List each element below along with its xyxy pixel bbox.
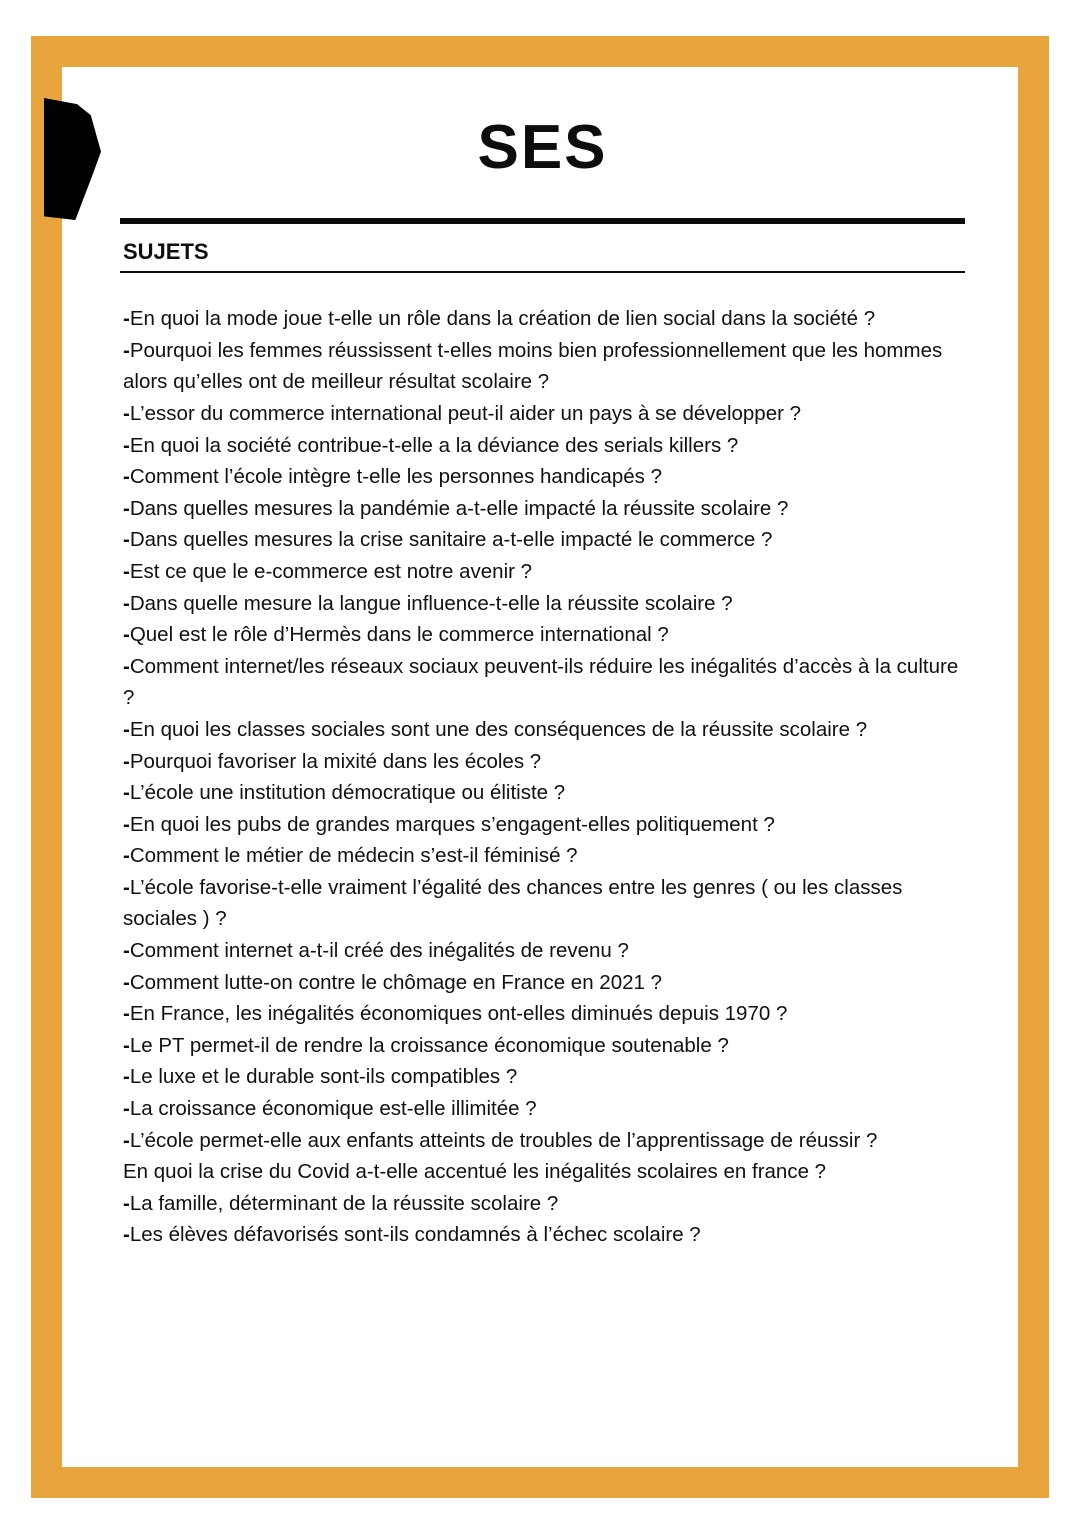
subject-text: Quel est le rôle d’Hermès dans le commerce international ? <box>129 623 669 647</box>
subject-item <box>123 588 965 620</box>
subject-item <box>123 746 965 778</box>
subject-dash: - <box>123 528 130 552</box>
subject-text: En quoi la mode joue t-elle un rôle dans la création de lien social dans la société ? <box>129 307 876 331</box>
subject-item <box>123 524 965 556</box>
subject-text: L’essor du commerce international peut-il aider un pays à se développer ? <box>129 401 802 425</box>
subject-text: En quoi les pubs de grandes marques s’engagent-elles politiquement ? <box>129 812 775 836</box>
subject-item <box>123 1125 965 1157</box>
subject-dash: - <box>123 623 130 647</box>
subject-item <box>123 967 965 999</box>
subject-text: Est ce que le e-commerce est notre avenir ? <box>129 559 533 583</box>
title-divider <box>120 218 965 224</box>
subject-item <box>123 619 965 651</box>
subject-text: La famille, déterminant de la réussite scolaire ? <box>129 1191 559 1215</box>
subject-text: Comment lutte-on contre le chômage en France en 2021 ? <box>129 970 662 994</box>
subject-item <box>123 1093 965 1125</box>
page-content <box>120 96 965 1251</box>
subject-dash: - <box>123 591 130 615</box>
subject-dash: - <box>123 654 130 678</box>
subject-item <box>123 998 965 1030</box>
section-divider <box>120 271 965 273</box>
subject-item <box>123 935 965 967</box>
subject-dash: - <box>123 307 130 331</box>
subject-item <box>123 556 965 588</box>
subject-dash: - <box>123 875 130 899</box>
subject-text: Le PT permet-il de rendre la croissance économique soutenable ? <box>129 1033 729 1057</box>
subject-item <box>123 872 965 935</box>
subject-dash: - <box>123 496 130 520</box>
subject-dash: - <box>123 1128 130 1152</box>
subject-item <box>123 777 965 809</box>
subject-dash: - <box>123 1033 130 1057</box>
subject-item <box>123 840 965 872</box>
subject-dash: - <box>123 970 130 994</box>
subject-text: En quoi les classes sociales sont une des conséquences de la réussite scolaire ? <box>129 717 868 741</box>
subject-text: Le luxe et le durable sont-ils compatibles ? <box>129 1065 518 1089</box>
subject-text: L’école favorise-t-elle vraiment l’égalité des chances entre les genres ( ou les classes sociales ) ? <box>123 875 903 931</box>
subject-text: Dans quelle mesure la langue influence-t-elle la réussite scolaire ? <box>129 591 733 615</box>
subject-dash: - <box>123 717 130 741</box>
subject-text: Comment le métier de médecin s’est-il féminisé ? <box>129 844 578 868</box>
subject-dash: - <box>123 1065 130 1089</box>
subject-text: Comment l’école intègre t-elle les personnes handicapés ? <box>129 465 662 489</box>
subject-text: En quoi la crise du Covid a-t-elle accentué les inégalités scolaires en france ? <box>123 1160 827 1184</box>
subject-dash: - <box>123 844 130 868</box>
subject-item <box>123 1061 965 1093</box>
subject-item <box>123 493 965 525</box>
subject-dash: - <box>123 812 130 836</box>
page-title: SES <box>477 113 608 182</box>
subject-item <box>123 461 965 493</box>
subject-item <box>123 1219 965 1251</box>
subject-text: La croissance économique est-elle illimitée ? <box>129 1097 537 1121</box>
section-heading: SUJETS <box>123 239 209 265</box>
subject-text: Pourquoi favoriser la mixité dans les écoles ? <box>129 749 542 773</box>
subject-text: Pourquoi les femmes réussissent t-elles moins bien professionnellement que les hommes alors qu’elles ont de meilleur résultat scolaire ? <box>123 338 943 394</box>
subject-text: En quoi la société contribue-t-elle a la déviance des serials killers ? <box>129 433 739 457</box>
subject-dash: - <box>123 1223 130 1247</box>
subject-item <box>123 809 965 841</box>
subject-list <box>123 303 965 1251</box>
subject-text: L’école permet-elle aux enfants atteints de troubles de l’apprentissage de réussir ? <box>129 1128 878 1152</box>
subject-dash: - <box>123 401 130 425</box>
subject-dash: - <box>123 1002 130 1026</box>
subject-dash: - <box>123 939 130 963</box>
subject-text: Les élèves défavorisés sont-ils condamnés à l’échec scolaire ? <box>129 1223 701 1247</box>
subject-item <box>123 398 965 430</box>
subject-text: Dans quelles mesures la crise sanitaire a-t-elle impacté le commerce ? <box>129 528 773 552</box>
subject-item <box>123 335 965 398</box>
subject-dash: - <box>123 338 130 362</box>
subject-dash: - <box>123 465 130 489</box>
subject-dash: - <box>123 559 130 583</box>
subject-text: L’école une institution démocratique ou élitiste ? <box>129 781 566 805</box>
subject-dash: - <box>123 1097 130 1121</box>
subject-item <box>123 651 965 714</box>
subject-text: Comment internet a-t-il créé des inégalités de revenu ? <box>129 939 629 963</box>
subject-text: Comment internet/les réseaux sociaux peuvent-ils réduire les inégalités d’accès à la culture ? <box>123 654 959 710</box>
subject-dash: - <box>123 749 130 773</box>
subject-item <box>123 1030 965 1062</box>
subject-item <box>123 714 965 746</box>
subject-dash: - <box>123 433 130 457</box>
subject-item <box>123 303 965 335</box>
subject-dash: - <box>123 1191 130 1215</box>
subject-item <box>123 1188 965 1220</box>
subject-text: En France, les inégalités économiques ont-elles diminués depuis 1970 ? <box>129 1002 788 1026</box>
subject-dash: - <box>123 781 130 805</box>
subject-text: Dans quelles mesures la pandémie a-t-elle impacté la réussite scolaire ? <box>129 496 789 520</box>
subject-item <box>123 430 965 462</box>
subject-item <box>123 1156 965 1188</box>
